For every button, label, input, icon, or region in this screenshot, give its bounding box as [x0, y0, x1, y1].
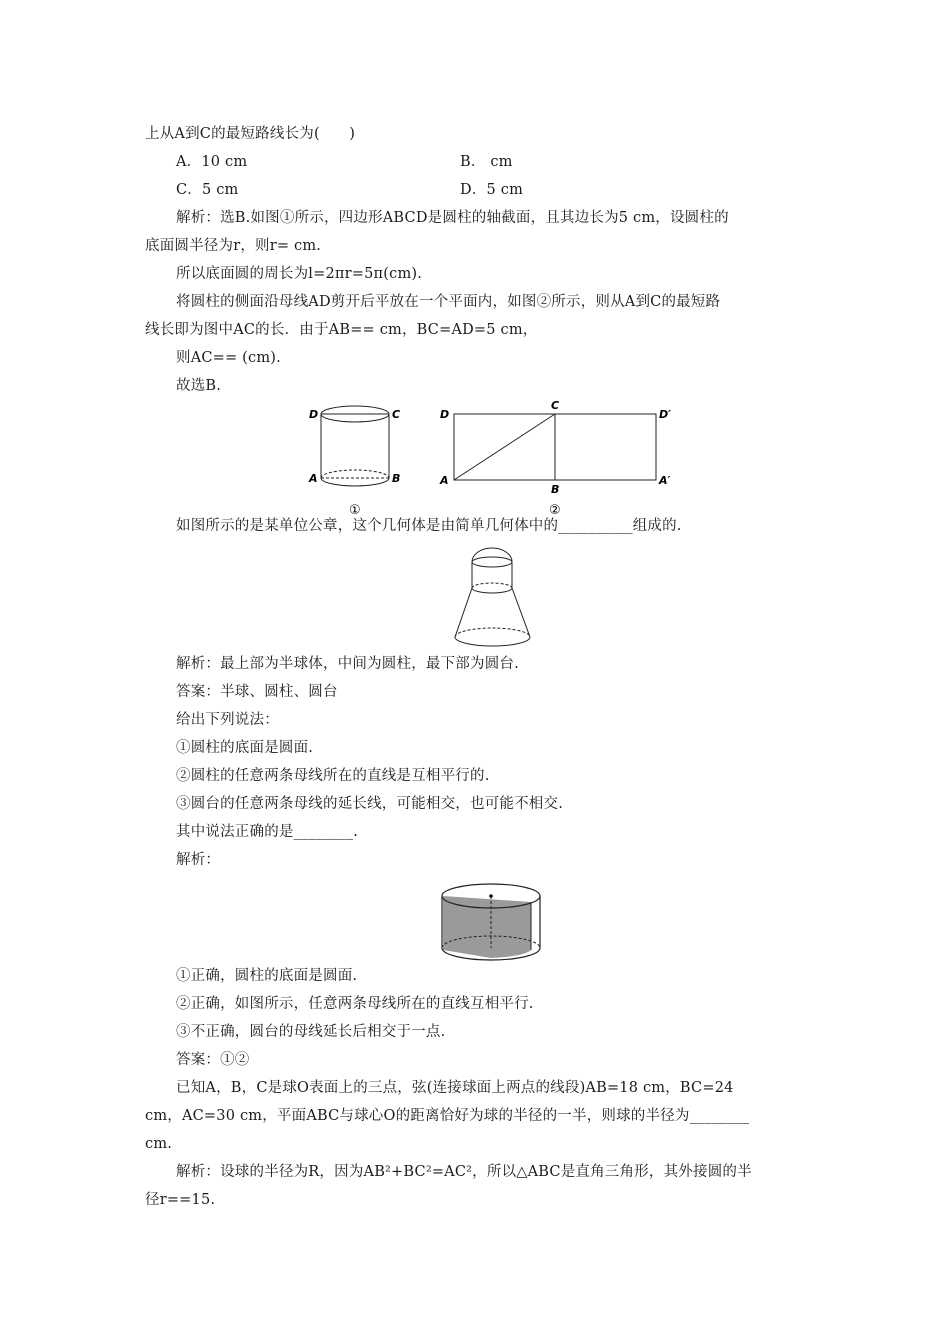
analysis-line: 解析：设球的半径为R，因为AB²+BC²=AC²，所以△ABC是直角三角形，其外接圆的半	[176, 1164, 752, 1180]
analysis-line: 线长即为图中AC的长．由于AB== cm，BC=AD=5 cm，	[145, 322, 538, 338]
analysis-line: 将圆柱的侧面沿母线AD剪开后平放在一个平面内，如图②所示，则从A到C的最短路	[176, 294, 721, 310]
cylinder-section-figure	[437, 876, 549, 966]
option-b: B． cm	[460, 154, 513, 170]
label-d-prime: D′	[659, 408, 672, 421]
analysis-line: ③不正确，圆台的母线延长后相交于一点.	[176, 1024, 446, 1040]
analysis-line: 所以底面圆的周长为l=2πr=5π(cm).	[176, 266, 423, 282]
analysis-line: 解析：最上部为半球体，中间为圆柱，最下部为圆台.	[176, 656, 519, 672]
unrolled-figure-2	[435, 396, 680, 518]
analysis-line: 解析：	[176, 852, 221, 868]
label-b: B	[551, 483, 560, 496]
analysis-line: 则AC== (cm).	[176, 350, 281, 366]
analysis-line: 径r==15.	[145, 1192, 216, 1208]
question-stem: 给出下列说法：	[176, 712, 279, 728]
option-a: A．10 cm	[176, 154, 248, 170]
label-b: B	[392, 472, 401, 485]
figure-caption: ②	[549, 503, 561, 518]
seal-figure	[448, 542, 538, 652]
analysis-line: ①正确，圆柱的底面是圆面.	[176, 968, 358, 984]
label-a: A	[309, 472, 318, 485]
label-d: D	[309, 408, 319, 421]
label-c: C	[551, 399, 560, 412]
question-stem: 其中说法正确的是________.	[176, 824, 359, 840]
statement-3: ③圆台的任意两条母线的延长线，可能相交，也可能不相交.	[176, 796, 564, 812]
question-stem: 已知A，B，C是球O表面上的三点，弦(连接球面上两点的线段)AB=18 cm，BC=24	[176, 1080, 734, 1096]
label-c: C	[392, 408, 401, 421]
question-stem: 上从A到C的最短路线长为( )	[145, 126, 356, 142]
answer-line: 答案：半球、圆柱、圆台	[176, 684, 338, 700]
label-a: A	[440, 474, 449, 487]
question-stem: cm，AC=30 cm，平面ABC与球心O的距离恰好为球的半径的一半，则球的半径为________	[145, 1108, 750, 1124]
analysis-line: 故选B.	[176, 378, 222, 394]
statement-1: ①圆柱的底面是圆面.	[176, 740, 314, 756]
cylinder-figure-1	[305, 400, 405, 518]
question-stem: cm.	[145, 1136, 173, 1152]
label-a-prime: A′	[659, 474, 671, 487]
statement-2: ②圆柱的任意两条母线所在的直线是互相平行的.	[176, 768, 490, 784]
question-stem: 如图所示的是某单位公章，这个几何体是由简单几何体中的__________组成的.	[176, 518, 682, 534]
figure-caption: ①	[349, 503, 361, 518]
answer-line: 答案：①②	[176, 1052, 250, 1068]
analysis-line: 解析：选B.如图①所示，四边形ABCD是圆柱的轴截面，且其边长为5 cm，设圆柱的	[176, 210, 729, 226]
analysis-line: 底面圆半径为r，则r= cm.	[145, 238, 322, 254]
analysis-line: ②正确，如图所示，任意两条母线所在的直线互相平行.	[176, 996, 534, 1012]
option-d: D．5 cm	[460, 182, 524, 198]
option-c: C．5 cm	[176, 182, 239, 198]
label-d: D	[440, 408, 450, 421]
